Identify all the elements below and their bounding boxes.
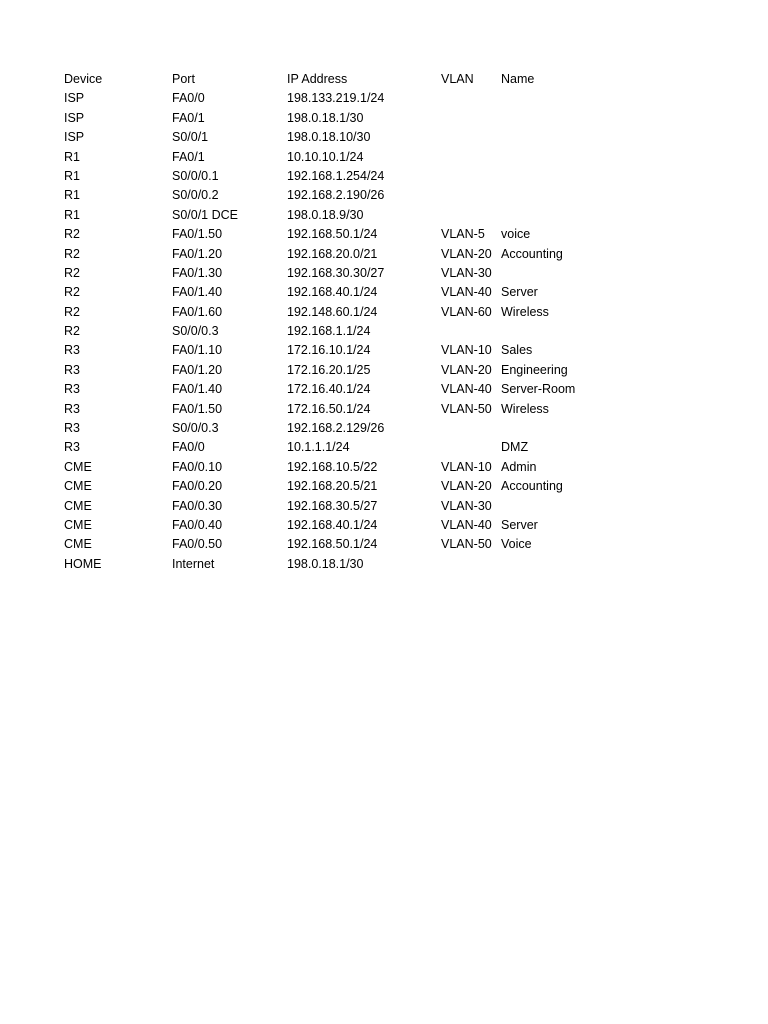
cell-ip-address: 198.0.18.1/30 (287, 556, 364, 571)
cell-ip-address: 172.16.40.1/24 (287, 382, 371, 397)
cell-ip-address: 10.10.10.1/24 (287, 149, 364, 164)
cell-device: R1 (64, 149, 80, 164)
cell-ip-address: 192.168.30.5/27 (287, 498, 378, 513)
cell-device: R3 (64, 440, 80, 455)
cell-name: DMZ (501, 440, 529, 455)
cell-device: R3 (64, 382, 80, 397)
cell-vlan: VLAN-5 (441, 227, 485, 242)
cell-ip-address: 192.168.2.129/26 (287, 421, 385, 436)
cell-device: HOME (64, 556, 102, 571)
cell-device: ISP (64, 110, 85, 125)
cell-device: CME (64, 498, 92, 513)
cell-port: S0/0/0.2 (172, 188, 219, 203)
cell-device: CME (64, 479, 92, 494)
cell-port: FA0/0.10 (172, 459, 223, 474)
cell-device: ISP (64, 91, 85, 106)
cell-device: R3 (64, 401, 80, 416)
cell-port: S0/0/1 (172, 130, 209, 145)
cell-name: Server (501, 285, 538, 300)
cell-port: FA0/0 (172, 440, 205, 455)
cell-device: R1 (64, 188, 80, 203)
cell-vlan: VLAN-10 (441, 343, 492, 358)
cell-port: FA0/0.50 (172, 537, 223, 552)
cell-name: Accounting (501, 479, 563, 494)
cell-ip-address: 172.16.20.1/25 (287, 362, 371, 377)
cell-vlan: VLAN-50 (441, 401, 492, 416)
cell-name: Accounting (501, 246, 563, 261)
cell-ip-address: 192.168.2.190/26 (287, 188, 385, 203)
cell-port: FA0/0.40 (172, 517, 223, 532)
cell-device: R3 (64, 343, 80, 358)
cell-port: FA0/1.10 (172, 343, 223, 358)
cell-port: FA0/1 (172, 110, 205, 125)
cell-ip-address: 192.168.1.254/24 (287, 168, 385, 183)
cell-name: Server (501, 517, 538, 532)
cell-ip-address: 192.168.40.1/24 (287, 517, 378, 532)
cell-ip-address: 198.0.18.10/30 (287, 130, 371, 145)
cell-port: Internet (172, 556, 215, 571)
cell-device: R2 (64, 265, 80, 280)
cell-device: R2 (64, 304, 80, 319)
cell-device: R1 (64, 168, 80, 183)
cell-vlan: VLAN-10 (441, 459, 492, 474)
cell-ip-address: 192.168.50.1/24 (287, 227, 378, 242)
cell-name: Server-Room (501, 382, 576, 397)
cell-vlan: VLAN-30 (441, 498, 492, 513)
cell-device: CME (64, 459, 92, 474)
cell-name: Wireless (501, 304, 549, 319)
cell-ip-address: 198.0.18.1/30 (287, 110, 364, 125)
cell-port: S0/0/1 DCE (172, 207, 239, 222)
cell-device: R2 (64, 285, 80, 300)
cell-ip-address: 192.168.20.5/21 (287, 479, 378, 494)
cell-port: FA0/1.20 (172, 246, 223, 261)
cell-name: Wireless (501, 401, 549, 416)
cell-ip-address: 192.168.40.1/24 (287, 285, 378, 300)
cell-ip-address: 192.148.60.1/24 (287, 304, 378, 319)
cell-port: FA0/0.30 (172, 498, 223, 513)
cell-device: R2 (64, 246, 80, 261)
cell-port: FA0/1.30 (172, 265, 223, 280)
cell-device: R3 (64, 362, 80, 377)
header-port: Port (172, 72, 195, 86)
cell-vlan: VLAN-30 (441, 265, 492, 280)
header-device: Device (64, 72, 103, 86)
cell-ip-address: 172.16.10.1/24 (287, 343, 371, 358)
cell-device: CME (64, 537, 92, 552)
cell-name: Engineering (501, 362, 568, 377)
cell-ip-address: 192.168.20.0/21 (287, 246, 378, 261)
cell-ip-address: 198.0.18.9/30 (287, 207, 364, 222)
cell-port: FA0/1.40 (172, 285, 223, 300)
header-vlan: VLAN (441, 72, 474, 86)
cell-vlan: VLAN-40 (441, 517, 492, 532)
cell-port: FA0/1.50 (172, 227, 223, 242)
cell-vlan: VLAN-60 (441, 304, 492, 319)
cell-ip-address: 198.133.219.1/24 (287, 91, 385, 106)
cell-name: Admin (501, 459, 537, 474)
cell-device: R2 (64, 227, 80, 242)
cell-vlan: VLAN-20 (441, 246, 492, 261)
cell-ip-address: 172.16.50.1/24 (287, 401, 371, 416)
header-ip-address: IP Address (287, 72, 348, 86)
cell-vlan: VLAN-20 (441, 362, 492, 377)
cell-port: FA0/1.40 (172, 382, 223, 397)
cell-port: FA0/0.20 (172, 479, 223, 494)
cell-port: FA0/1.60 (172, 304, 223, 319)
cell-ip-address: 192.168.30.30/27 (287, 265, 385, 280)
cell-vlan: VLAN-20 (441, 479, 492, 494)
cell-device: R1 (64, 207, 80, 222)
cell-name: Sales (501, 343, 533, 358)
cell-ip-address: 10.1.1.1/24 (287, 440, 350, 455)
cell-name: voice (501, 227, 531, 242)
cell-port: FA0/1.20 (172, 362, 223, 377)
cell-vlan: VLAN-50 (441, 537, 492, 552)
cell-device: R3 (64, 421, 80, 436)
cell-port: FA0/0 (172, 91, 205, 106)
cell-device: CME (64, 517, 92, 532)
cell-ip-address: 192.168.1.1/24 (287, 324, 371, 339)
cell-port: S0/0/0.1 (172, 168, 219, 183)
cell-ip-address: 192.168.10.5/22 (287, 459, 378, 474)
cell-vlan: VLAN-40 (441, 285, 492, 300)
cell-device: ISP (64, 130, 85, 145)
cell-port: FA0/1.50 (172, 401, 223, 416)
cell-name: Voice (501, 537, 532, 552)
cell-port: FA0/1 (172, 149, 205, 164)
cell-device: R2 (64, 324, 80, 339)
cell-port: S0/0/0.3 (172, 421, 219, 436)
header-name: Name (501, 72, 535, 86)
cell-port: S0/0/0.3 (172, 324, 219, 339)
cell-ip-address: 192.168.50.1/24 (287, 537, 378, 552)
cell-vlan: VLAN-40 (441, 382, 492, 397)
